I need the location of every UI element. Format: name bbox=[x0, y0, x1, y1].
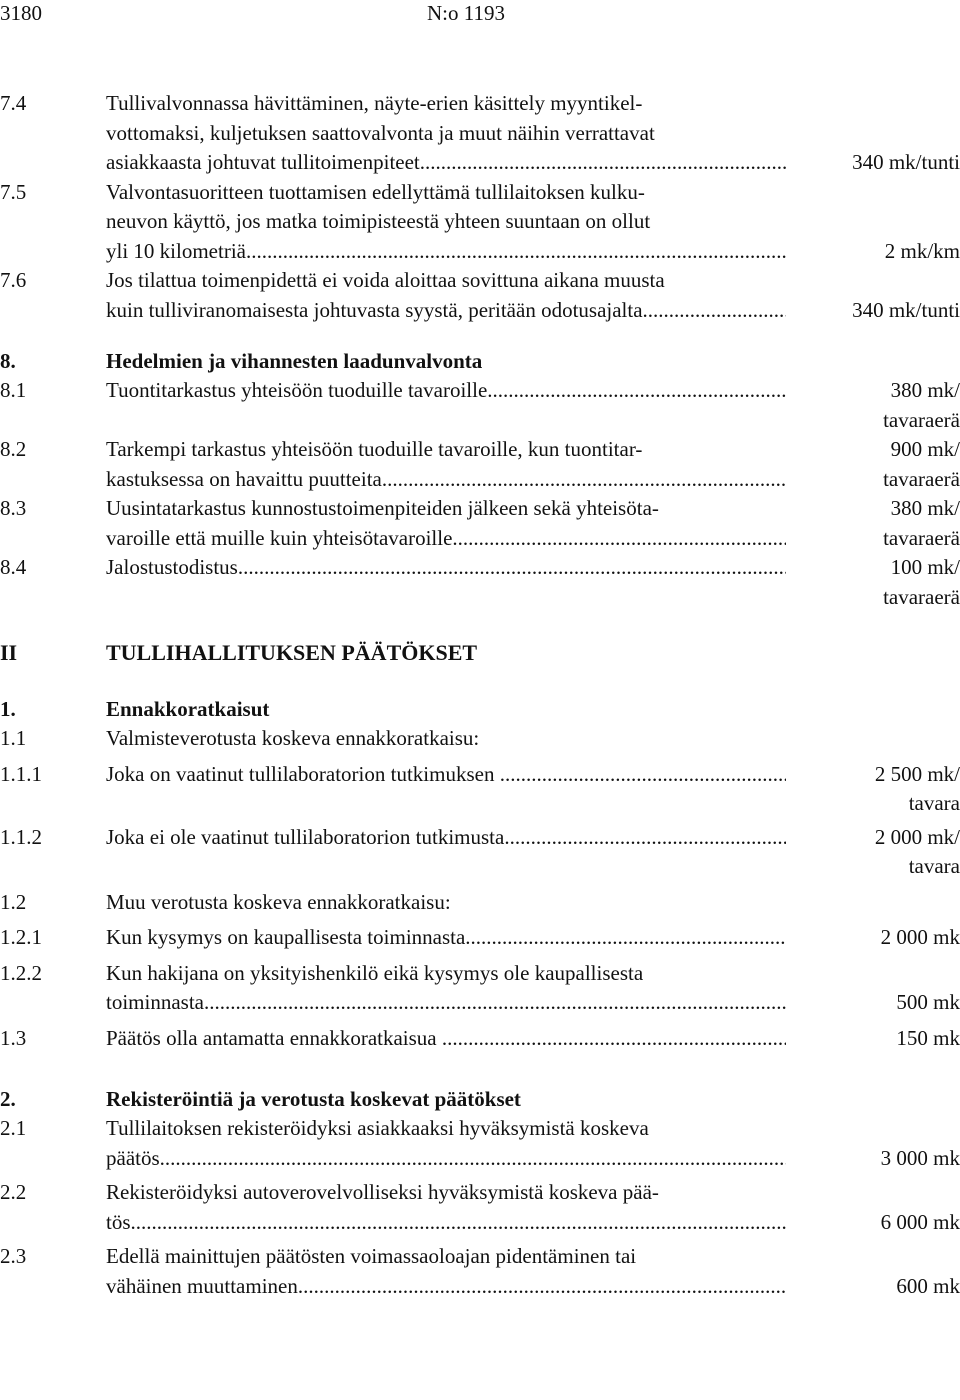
dot-leader bbox=[382, 465, 786, 495]
item-number: 2.2 bbox=[0, 1180, 27, 1204]
fee-value: 3 000 mk bbox=[880, 1145, 960, 1170]
dot-leader bbox=[643, 296, 786, 326]
item-8-1 bbox=[0, 376, 960, 435]
item-number: 1.1 bbox=[0, 726, 27, 750]
item-number: 1.1.2 bbox=[0, 824, 42, 849]
dot-leader bbox=[238, 553, 786, 583]
fee-value: 500 mk bbox=[896, 990, 960, 1014]
fee-value: 2 mk/km bbox=[884, 238, 960, 263]
fee-value: 6 000 mk bbox=[880, 1209, 960, 1234]
item-text-line: Jos tilattua toimenpidettä ei voida aloittaa sovittuna aikana muusta bbox=[106, 268, 665, 292]
item-number: 1.2.2 bbox=[0, 960, 42, 985]
fee-schedule bbox=[0, 89, 960, 1301]
section-number: 2. bbox=[0, 1087, 16, 1111]
dot-leader bbox=[442, 1024, 786, 1054]
item-8-3 bbox=[0, 494, 960, 553]
item-text-line: yli 10 kilometriä bbox=[106, 238, 246, 263]
item-number: 2.3 bbox=[0, 1244, 27, 1268]
item-text-line: Muu verotusta koskeva ennakkoratkaisu: bbox=[106, 889, 451, 914]
part-number: II bbox=[0, 640, 18, 665]
fee-value: 100 mk/ tavaraerä bbox=[883, 555, 960, 609]
part-heading-ii bbox=[0, 638, 960, 668]
item-text-line: toiminnasta bbox=[106, 990, 204, 1014]
item-1-3 bbox=[0, 1024, 960, 1054]
item-text-line: Edellä mainittujen päätösten voimassaoloajan pidentäminen tai bbox=[106, 1244, 637, 1268]
item-text-line: kuin tulliviranomaisesta johtuvasta syystä, peritään odotusajalta bbox=[106, 297, 643, 322]
page-header bbox=[0, 0, 960, 28]
dot-leader bbox=[465, 923, 786, 953]
section-number: 8. bbox=[0, 349, 16, 373]
section-title: Ennakkoratkaisut bbox=[106, 697, 270, 721]
item-text-line: Kun hakijana on yksityishenkilö eikä kysymys ole kaupallisesta bbox=[106, 960, 644, 985]
part-title: TULLIHALLITUKSEN PÄÄTÖKSET bbox=[106, 640, 478, 665]
dot-leader bbox=[504, 823, 786, 853]
item-2-1 bbox=[0, 1114, 960, 1173]
fee-value: 2 500 mk/ tavara bbox=[874, 761, 960, 815]
item-number: 1.1.1 bbox=[0, 761, 42, 786]
item-text-line: Tullilaitoksen rekisteröidyksi asiakkaaksi hyväksymistä koskeva bbox=[106, 1116, 649, 1140]
section-heading-8 bbox=[0, 346, 960, 376]
item-1-1-1 bbox=[0, 760, 960, 819]
item-number: 7.4 bbox=[0, 91, 27, 115]
item-7-6 bbox=[0, 266, 960, 325]
issue-number: N:o 1193 bbox=[427, 1, 505, 25]
item-text-line: Jalostustodistus bbox=[106, 555, 238, 579]
item-7-4 bbox=[0, 89, 960, 178]
item-7-5 bbox=[0, 178, 960, 267]
item-text-line: Päätös olla antamatta ennakkoratkaisua bbox=[106, 1025, 442, 1050]
dot-leader bbox=[246, 237, 786, 267]
fee-value: 340 mk/tunti bbox=[852, 150, 960, 174]
item-1-1-2 bbox=[0, 823, 960, 882]
fee-value: 380 mk/ tavaraerä bbox=[883, 496, 960, 550]
item-text-line: vähäinen muuttaminen bbox=[106, 1273, 298, 1298]
dot-leader bbox=[160, 1144, 786, 1174]
item-number: 1.2.1 bbox=[0, 925, 42, 949]
item-text-line: Uusintatarkastus kunnostustoimenpiteiden jälkeen sekä yhteisöta- bbox=[106, 496, 659, 520]
section-heading-2 bbox=[0, 1084, 960, 1114]
item-text-line: Tarkempi tarkastus yhteisöön tuoduille tavaroille, kun tuontitar- bbox=[106, 437, 643, 461]
fee-value: 380 mk/ tavaraerä bbox=[883, 378, 960, 432]
section-title: Hedelmien ja vihannesten laadunvalvonta bbox=[106, 349, 483, 373]
section-number: 1. bbox=[0, 697, 16, 721]
dot-leader bbox=[131, 1208, 786, 1238]
item-text-line: vottomaksi, kuljetuksen saattovalvonta ja muut näihin verrattavat bbox=[106, 120, 655, 145]
dot-leader bbox=[204, 988, 786, 1018]
dot-leader bbox=[500, 760, 786, 790]
dot-leader bbox=[452, 524, 786, 554]
dot-leader bbox=[487, 376, 786, 406]
item-8-2 bbox=[0, 435, 960, 494]
item-text-line: Tullivalvonnassa hävittäminen, näyte-erien käsittely myyntikel- bbox=[106, 91, 643, 115]
item-text-line: Valmisteverotusta koskeva ennakkoratkaisu: bbox=[106, 726, 480, 750]
item-8-4 bbox=[0, 553, 960, 612]
item-1-1 bbox=[0, 724, 960, 754]
fee-value: 340 mk/tunti bbox=[852, 297, 960, 322]
item-number: 7.5 bbox=[0, 179, 27, 204]
fee-value: 900 mk/ tavaraerä bbox=[883, 437, 960, 491]
page-number: 3180 bbox=[0, 1, 42, 25]
item-text-line: Joka ei ole vaatinut tullilaboratorion tutkimusta bbox=[106, 824, 505, 849]
section-title: Rekisteröintiä ja verotusta koskevat päätökset bbox=[106, 1087, 521, 1111]
section-heading-1 bbox=[0, 694, 960, 724]
item-text-line: asiakkaasta johtuvat tullitoimenpiteet bbox=[106, 150, 420, 174]
item-1-2 bbox=[0, 888, 960, 918]
item-text-line: päätös bbox=[106, 1145, 160, 1170]
item-text-line: Valvontasuoritteen tuottamisen edellyttämä tullilaitoksen kulku- bbox=[106, 179, 645, 204]
item-number: 8.2 bbox=[0, 437, 27, 461]
item-1-2-1 bbox=[0, 923, 960, 953]
item-text-line: neuvon käyttö, jos matka toimipisteestä yhteen suuntaan on ollut bbox=[106, 209, 651, 233]
item-number: 8.4 bbox=[0, 555, 27, 579]
item-number: 1.2 bbox=[0, 889, 27, 914]
item-number: 7.6 bbox=[0, 268, 27, 292]
item-text-line: tös bbox=[106, 1209, 131, 1234]
item-text-line: Kun kysymys on kaupallisesta toiminnasta bbox=[106, 925, 466, 949]
fee-value: 150 mk bbox=[896, 1025, 960, 1050]
fee-value: 2 000 mk bbox=[880, 925, 960, 949]
item-2-2 bbox=[0, 1178, 960, 1237]
item-text-line: Joka on vaatinut tullilaboratorion tutkimuksen bbox=[106, 761, 500, 786]
item-text-line: kastuksessa on havaittu puutteita bbox=[106, 466, 382, 491]
item-number: 2.1 bbox=[0, 1116, 27, 1140]
fee-value: 600 mk bbox=[896, 1273, 960, 1298]
item-number: 8.3 bbox=[0, 496, 27, 520]
item-number: 8.1 bbox=[0, 378, 27, 402]
dot-leader bbox=[420, 148, 786, 178]
item-text-line: Rekisteröidyksi autoverovelvolliseksi hyväksymistä koskeva pää- bbox=[106, 1180, 659, 1204]
dot-leader bbox=[298, 1272, 786, 1302]
item-number: 1.3 bbox=[0, 1025, 27, 1050]
item-text-line: Tuontitarkastus yhteisöön tuoduille tavaroille bbox=[106, 378, 488, 402]
fee-value: 2 000 mk/ tavara bbox=[874, 824, 960, 878]
item-text-line: varoille että muille kuin yhteisötavaroille bbox=[106, 525, 453, 550]
item-2-3 bbox=[0, 1242, 960, 1301]
item-1-2-2 bbox=[0, 959, 960, 1018]
